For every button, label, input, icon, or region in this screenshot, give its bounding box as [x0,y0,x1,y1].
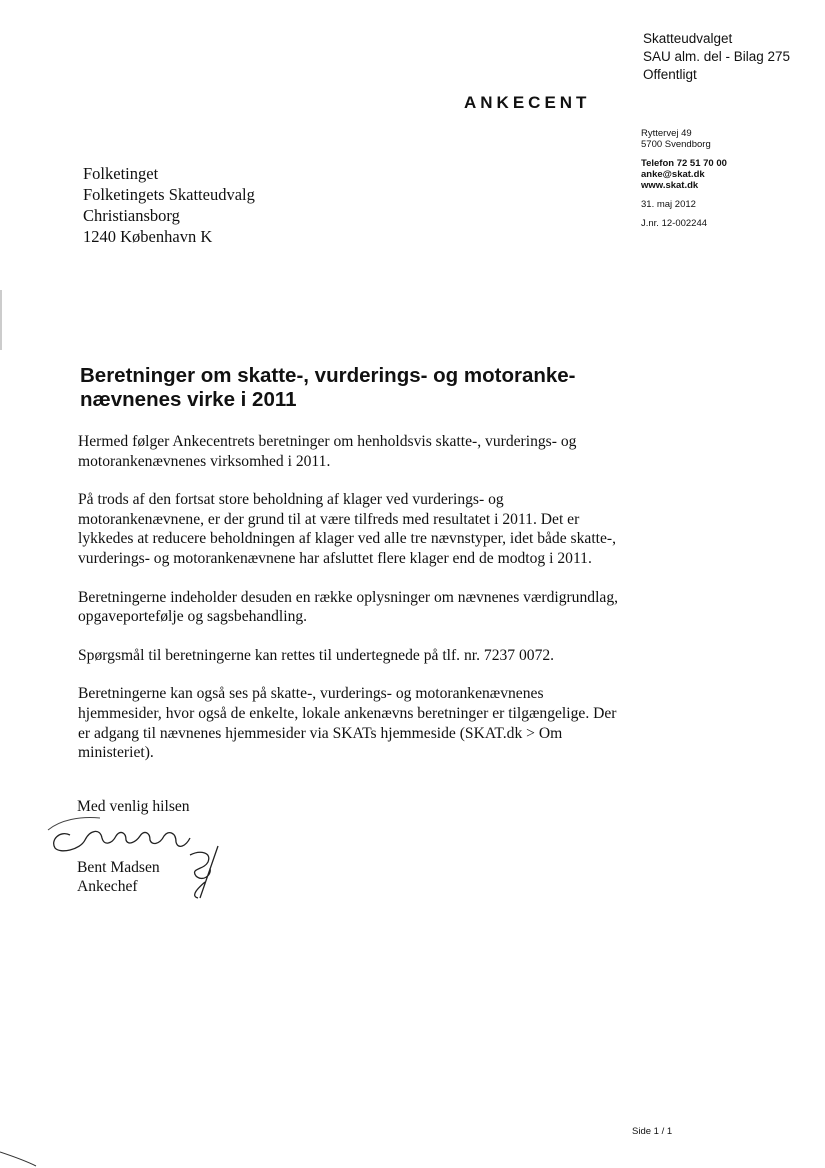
sender-info [641,128,727,229]
body-paragraph: På trods af den fortsat store beholdning af klager ved vurderings- og motorankenævnene, er der grund til at være tilfreds med resultatet i 2011. Det er lykkedes at reducere beholdningen af klager ved alle tre nævnstyper, idet både skatte-, vurderings- og motorankenævnene har afsluttet flere klager end de modtog i 2011. [78,491,617,567]
recipient-line: Folketingets Skatteudvalg [83,185,255,204]
body-paragraph: Hermed følger Ankecentrets beretninger om henholdsvis skatte-, vurderings- og motorankenævnenes virksomhed i 2011. [78,433,577,470]
body-paragraph: Spørgsmål til beretningerne kan rettes til undertegnede på tlf. nr. 7237 0072. [78,646,555,664]
stamp-line-reference: SAU alm. del - Bilag 275 [643,49,791,64]
sender-web: www.skat.dk [641,180,699,191]
letter-body [78,432,623,782]
page-number: Side 1 / 1 [632,1126,673,1137]
letter-date: 31. maj 2012 [641,199,696,210]
scan-edge-line [0,290,2,350]
stamp-line-status: Offentligt [643,67,697,82]
journal-number: J.nr. 12-002244 [641,218,708,229]
scan-mark [0,1140,40,1168]
recipient-line: Folketinget [83,164,159,183]
document-stamp [643,30,790,84]
sender-street: Ryttervej 49 [641,128,692,139]
body-paragraph: Beretningerne kan også ses på skatte-, vurderings- og motorankenævnenes hjemmesider, hvor også de enkelte, lokale ankenævns beretninger er tilgængelige. Der er adgang til nævnenes hjemmesider via SKATs hjemmeside (SKAT.dk > Om ministeriet). [78,685,617,762]
body-paragraph: Beretningerne indeholder desuden en række oplysninger om nævnenes værdigrundlag, opgaveportefølje og sagsbehandling. [78,588,619,626]
stamp-line-committee: Skatteudvalget [643,31,733,46]
recipient-address [83,163,255,247]
sender-email: anke@skat.dk [641,169,705,180]
ankecenter-logo: ANKECENT [464,93,591,112]
closing-greeting: Med venlig hilsen [77,798,190,815]
signer-block [77,858,160,896]
recipient-line: Christiansborg [83,206,180,225]
recipient-line: 1240 København K [83,227,213,246]
signer-title: Ankechef [77,878,138,895]
sender-phone: Telefon 72 51 70 00 [641,158,727,169]
signer-name: Bent Madsen [77,859,160,876]
sender-city: 5700 Svendborg [641,139,711,150]
letter-heading: Beretninger om skatte-, vurderings- og motoranke-nævnenes virke i 2011 [80,364,576,411]
